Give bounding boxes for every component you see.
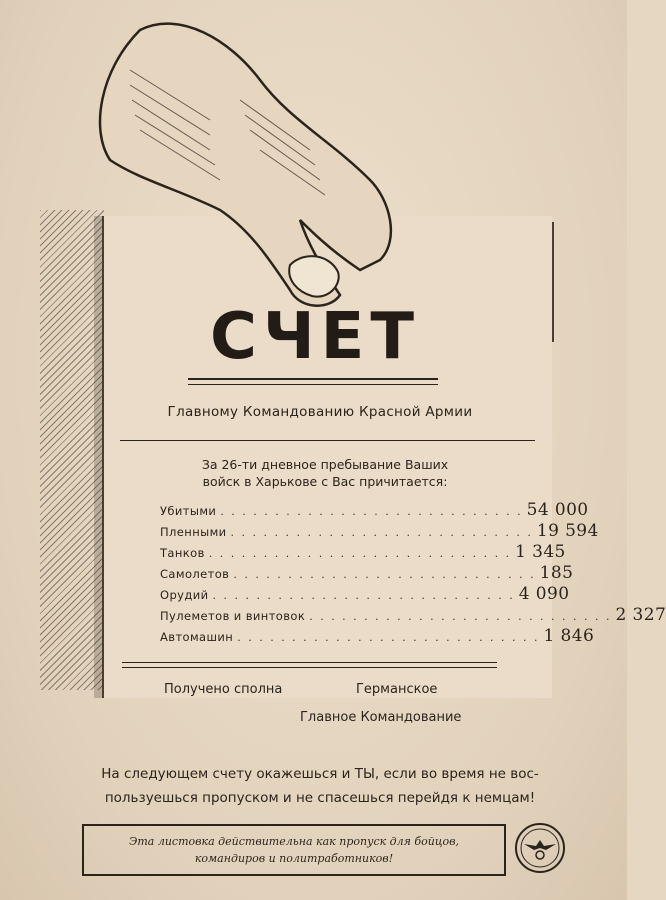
leader-dots: . . . . . . . . . . . . . . . . . . . . . . . . . . . .	[233, 568, 536, 581]
pass-line-2: командиров и политработников!	[194, 852, 394, 865]
item-value: 2 327	[615, 605, 666, 625]
pass-notice-box	[82, 824, 506, 876]
item-label: Пленными	[160, 525, 227, 539]
signature-command: Главное Командование	[300, 710, 462, 725]
addressee-line: Главному Командованию Красной Армии	[167, 404, 473, 420]
item-value: 4 090	[518, 584, 570, 604]
warning-line-1: На следующем счету окажешься и ТЫ, если во время не вос-	[101, 766, 539, 782]
leader-dots: . . . . . . . . . . . . . . . . . . . . . . . . . . . .	[309, 610, 612, 623]
divider-top	[120, 440, 535, 441]
item-label: Пулеметов и винтовок	[160, 609, 306, 623]
divider-bottom-2	[122, 667, 497, 668]
leader-dots: . . . . . . . . . . . . . . . . . . . . . . . . . . . .	[208, 547, 512, 560]
invoice-title: СЧЕТ	[209, 300, 421, 374]
leader-dots: . . . . . . . . . . . . . . . . . . . . . . . . . . . .	[220, 505, 523, 518]
invoice-row-killed	[160, 500, 589, 521]
item-value: 1 345	[515, 542, 566, 562]
eagle-emblem-icon	[514, 822, 566, 874]
invoice-row-guns	[160, 584, 570, 605]
warning-line-2: пользуешься пропуском и не спасешься перейдя к немцам!	[104, 790, 536, 806]
pass-line-1: Эта листовка действительна как пропуск для бойцов,	[128, 835, 460, 848]
sheet-curl	[500, 222, 554, 342]
item-label: Орудий	[160, 588, 209, 602]
invoice-row-aircraft	[160, 563, 574, 584]
leader-dots: . . . . . . . . . . . . . . . . . . . . . . . . . . . .	[237, 631, 540, 644]
invoice-items	[160, 500, 666, 647]
item-value: 185	[539, 563, 574, 583]
received-in-full: Получено сполна	[164, 682, 283, 697]
invoice-row-prisoners	[160, 521, 599, 542]
divider-bottom-1	[122, 662, 497, 663]
item-value: 54 000	[526, 500, 589, 520]
title-underline	[188, 378, 438, 385]
leader-dots: . . . . . . . . . . . . . . . . . . . . . . . . . . . .	[212, 589, 515, 602]
invoice-row-machineguns	[160, 605, 666, 626]
intro-line-1: За 26-ти дневное пребывание Ваших	[201, 457, 449, 472]
item-label: Автомашин	[160, 630, 234, 644]
signature-german: Германское	[356, 682, 438, 697]
item-label: Танков	[160, 546, 205, 560]
item-value: 1 846	[543, 626, 595, 646]
intro-line-2: войск в Харькове с Вас причитается:	[202, 474, 448, 489]
warning-text	[60, 762, 580, 810]
item-label: Самолетов	[160, 567, 230, 581]
invoice-row-tanks	[160, 542, 566, 563]
item-value: 19 594	[536, 521, 599, 541]
item-label: Убитыми	[160, 504, 217, 518]
invoice-row-vehicles	[160, 626, 595, 647]
intro-text	[150, 456, 500, 490]
hand-illustration	[60, 10, 420, 310]
leader-dots: . . . . . . . . . . . . . . . . . . . . . . . . . . . .	[230, 526, 533, 539]
